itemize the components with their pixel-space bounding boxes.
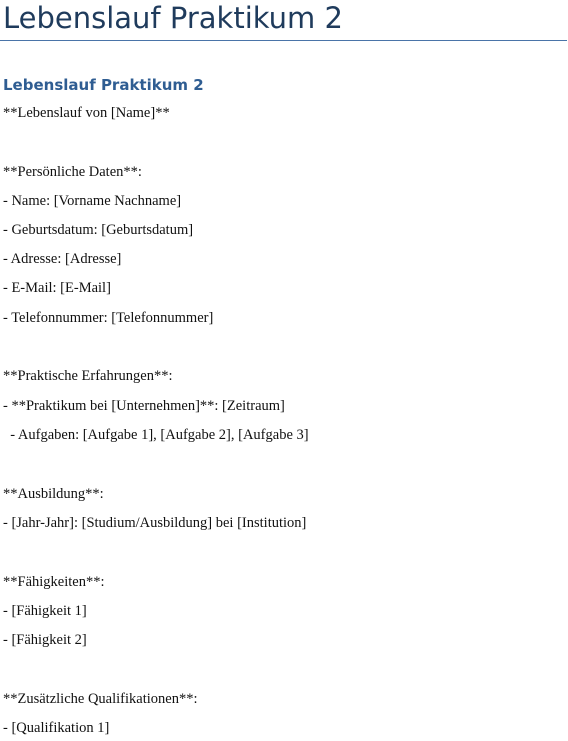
experience-tasks-line: - Aufgaben: [Aufgabe 1], [Aufgabe 2], [Aufgabe 3] (3, 427, 309, 443)
skills-heading: **Fähigkeiten**: (3, 574, 105, 590)
education-heading: **Ausbildung**: (3, 486, 104, 502)
experience-heading: **Praktische Erfahrungen**: (3, 368, 173, 384)
document-title: Lebenslauf Praktikum 2 (3, 1, 343, 35)
qualifications-heading: **Zusätzliche Qualifikationen**: (3, 691, 198, 707)
personal-birthdate-line: - Geburtsdatum: [Geburtsdatum] (3, 222, 194, 238)
personal-data-heading: **Persönliche Daten**: (3, 164, 142, 180)
personal-phone-line: - Telefonnummer: [Telefonnummer] (3, 310, 214, 326)
cv-owner-line: **Lebenslauf von [Name]** (3, 105, 170, 121)
personal-address-line: - Adresse: [Adresse] (3, 251, 122, 267)
skill-item: - [Fähigkeit 1] (3, 603, 87, 619)
qualification-item: - [Qualifikation 1] (3, 720, 110, 736)
experience-internship-line: - **Praktikum bei [Unternehmen]**: [Zeitraum] (3, 398, 285, 414)
title-divider (0, 40, 567, 41)
skill-item: - [Fähigkeit 2] (3, 632, 87, 648)
personal-name-line: - Name: [Vorname Nachname] (3, 193, 182, 209)
personal-email-line: - E-Mail: [E-Mail] (3, 280, 111, 296)
section-heading: Lebenslauf Praktikum 2 (3, 76, 204, 94)
education-entry-line: - [Jahr-Jahr]: [Studium/Ausbildung] bei [Institution] (3, 515, 307, 531)
